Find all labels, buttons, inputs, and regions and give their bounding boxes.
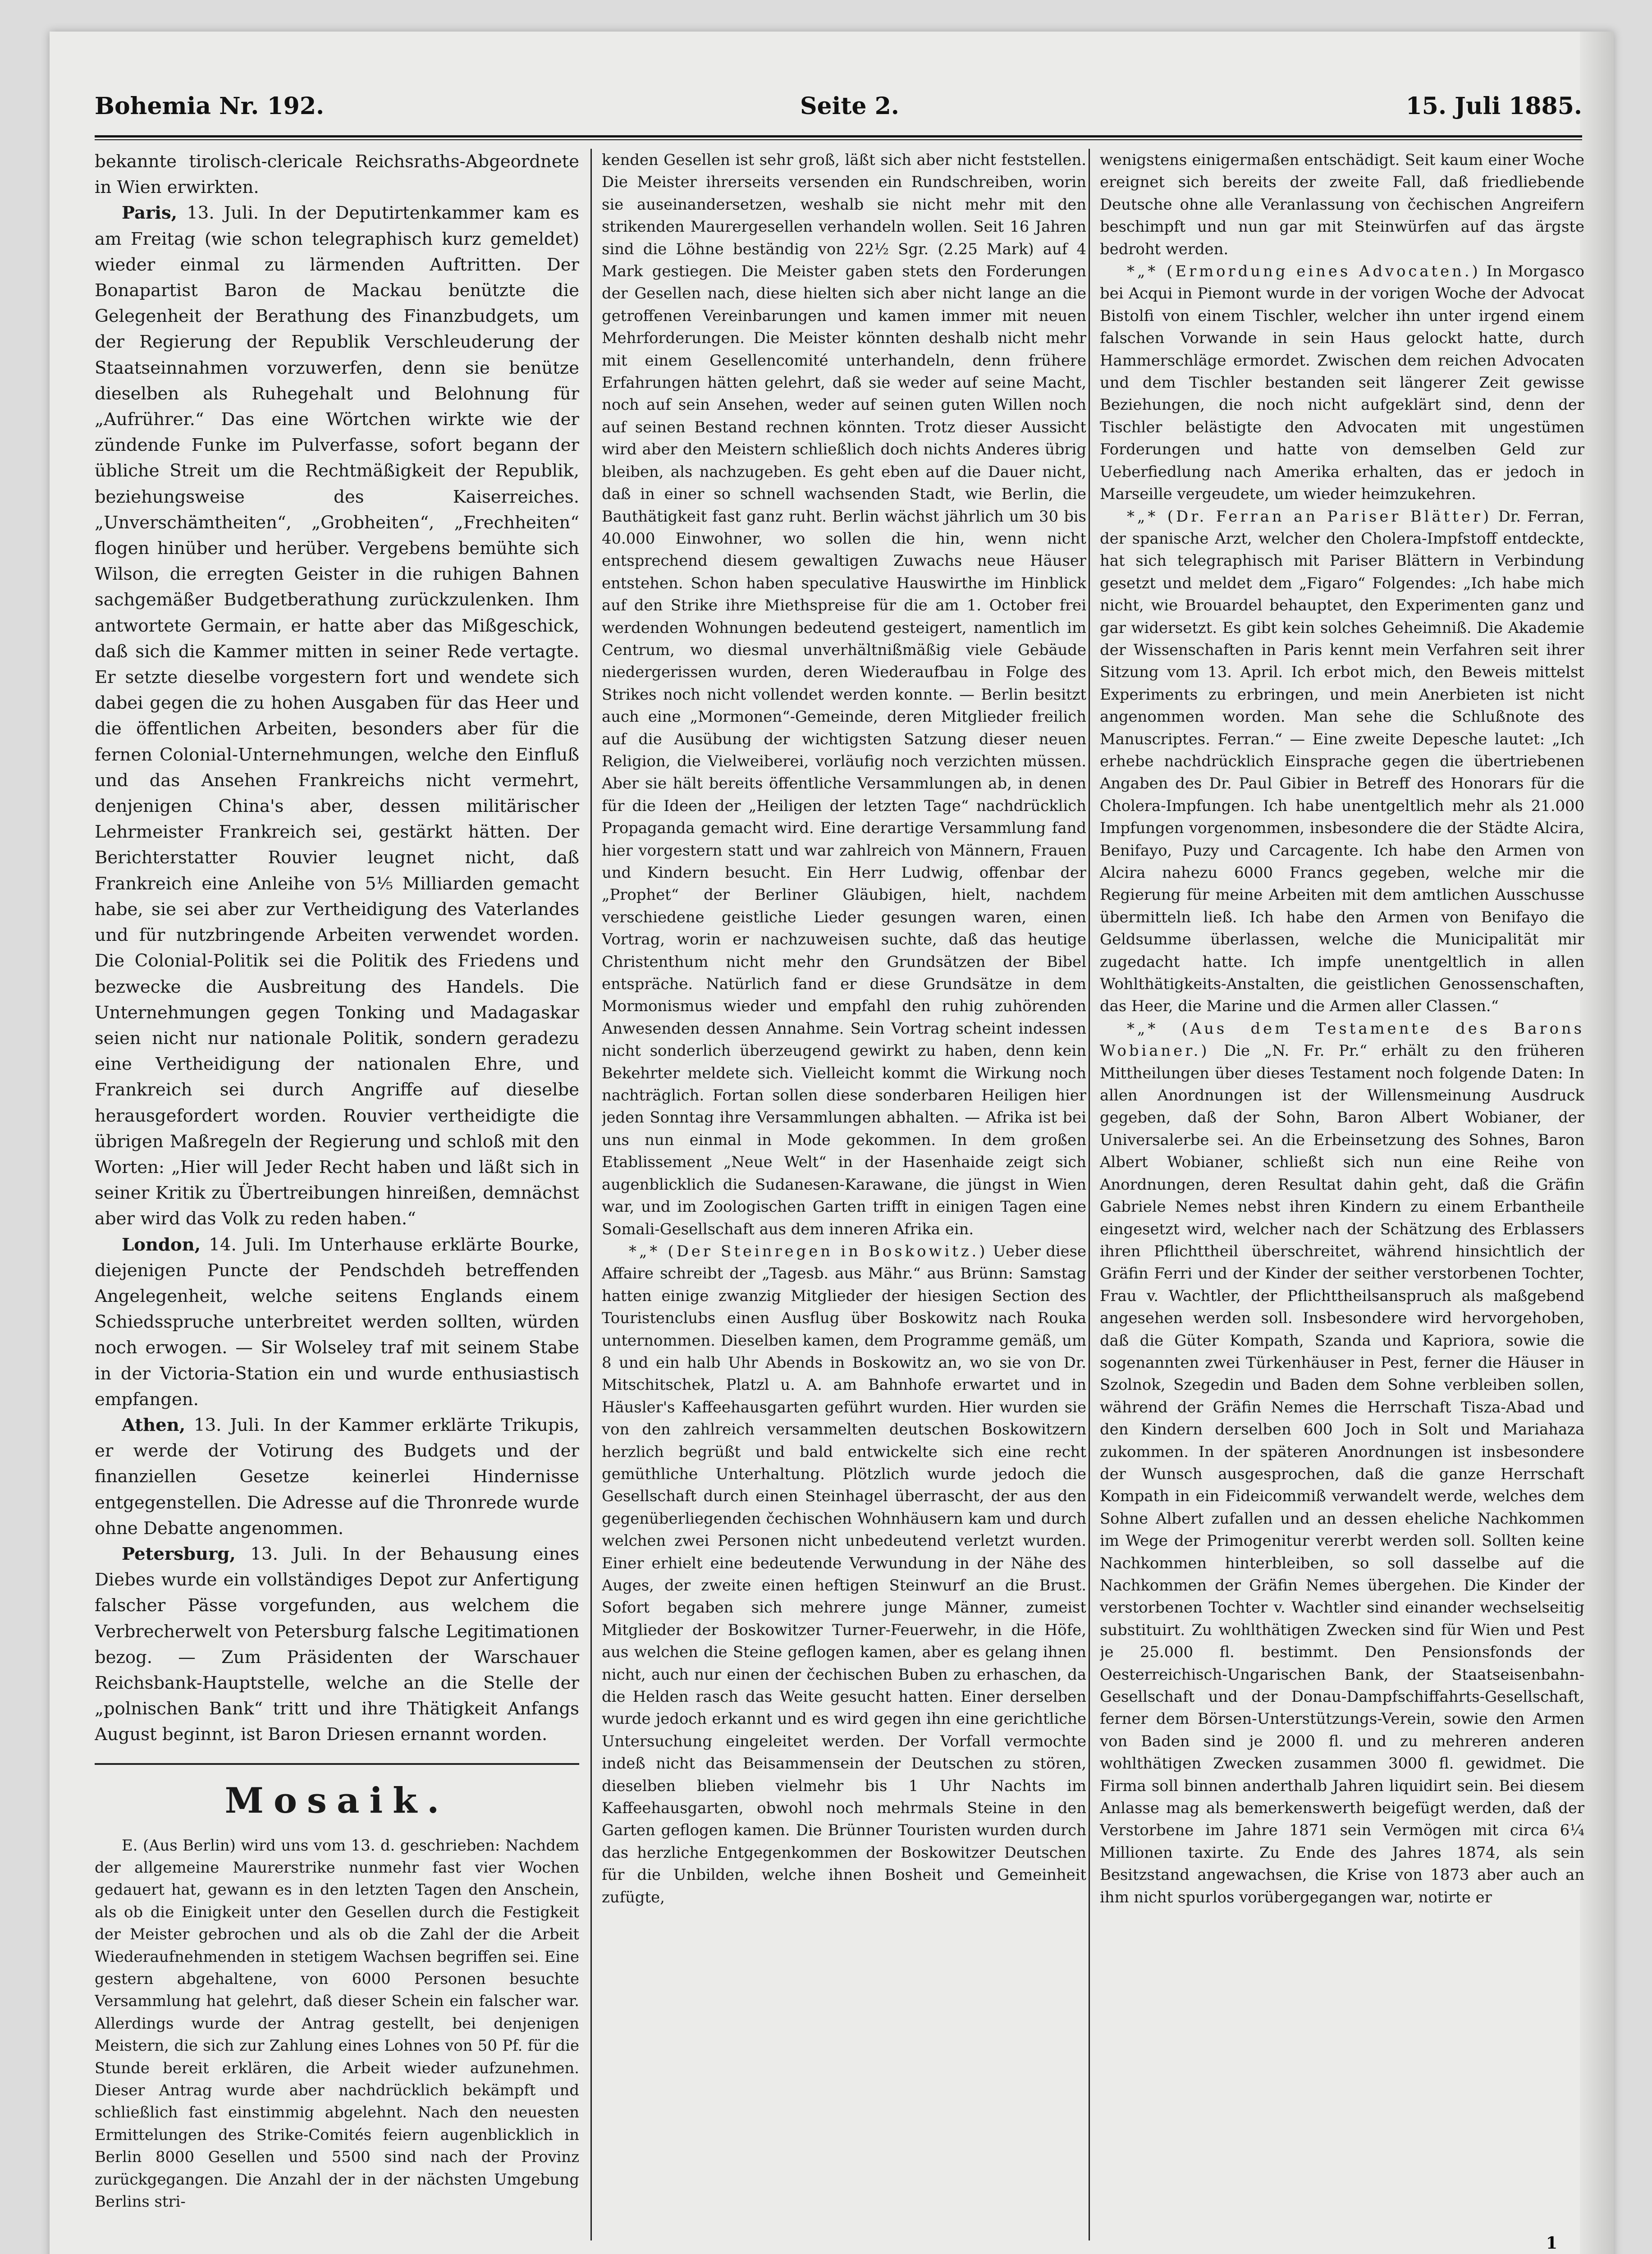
- article-london-text: 14. Juli. Im Unterhause erklärte Bourke, diejenigen Puncte der Pendschdeh betreffenden Angelegenheit, welche seitens Englands einem Schiedsspruche unterbreitet werden sollten, würden noch erwogen. — Sir Wolseley traf mit seinem Stabe in der Victoria-Station ein und wurde enthusiastisch empfangen.: [95, 1234, 579, 1410]
- heading-boskowitz: *„* (Der Steinregen in Boskowitz.): [629, 1242, 988, 1260]
- article-testament: [1100, 1017, 1584, 1908]
- dateline-petersburg: Petersburg,: [122, 1544, 236, 1564]
- column-1: [95, 149, 579, 2240]
- heading-testament: *„* (Aus dem Testamente des Barons Wobianer.): [1100, 1019, 1584, 1060]
- article-athen-text: 13. Juli. In der Kammer erklärte Trikupis, er werde der Votirung des Budgets und der finanziellen Gesetze keinerlei Hindernisse entgegenstellen. Die Adresse auf die Thronrede wurde ohne Debatte angenommen.: [95, 1415, 579, 1539]
- dateline-paris: Paris,: [122, 203, 178, 224]
- section-rule: [95, 1763, 579, 1765]
- header-issue: Bohemia Nr. 192.: [95, 92, 325, 120]
- article-ferran: [1100, 505, 1584, 1017]
- page-header: [95, 70, 1582, 124]
- column-3: [1100, 149, 1584, 2240]
- article-testament-text: Die „N. Fr. Pr.“ erhält zu den früheren Mittheilungen über dieses Testament noch folgende Daten: In allen Anordnungen ist der Willensmeinung Ausdruck gegeben, daß der Sohn, Baron Albert Wobianer, der Universalerbe sei. An die Erbeinsetzung des Sohnes, Baron Albert Wobianer, schließt sich nun eine Reihe von Anordnungen, deren Resultat dahin geht, daß die Gräfin Gabriele Nemes nebst ihren Kindern zu einem Erbantheile eingesetzt wird, welcher nach der Schätzung des Erblassers ihren Pflichttheil überschreitet, während hinsichtlich der Gräfin Ferri und der Kinder der seither verstorbenen Tochter, Frau v. Wachtler, der Pflichttheilsanspruch als maßgebend angesehen werden soll. Insbesondere wird hervorgehoben, daß die Güter Kompath, Szanda und Kapriora, sowie die sogenannten zwei Türkenhäuser in Pest, ferner die Häuser in Szolnok, Szegedin und Baden dem Sohne verbleiben sollen, während der Gräfin Nemes die Herrschaft Tisza-Abad und den Kindern derselben 600 Joch in Solt und Mariahaza zukommen. In der späteren Anordnungen ist insbesondere der Wunsch ausgesprochen, daß die ganze Herrschaft Kompath in ein Fideicommiß verwandelt werde, welches dem Sohne Albert zufallen und an dessen eheliche Nachkommen im Wege der Primogenitur vererbt werden soll. Sollten keine Nachkommen hinterbleiben, so soll dasselbe auf die Nachkommen der Gräfin Nemes übergehen. Die Kinder der verstorbenen Tochter v. Wachtler sind einander wechselseitig substituirt. Zu wohlthätigen Zwecken sind für Wien und Pest je 25.000 fl. bestimmt. Den Pensionsfonds der Oesterreichisch-Ungarischen Bank, der Staatseisenbahn-Gesellschaft und der Donau-Dampfschiffahrts-Gesellschaft, ferner dem Börsen-Unterstützungs-Verein, sowie den Armen von Baden sind je 2000 fl. und zu mehreren anderen wohlthätigen Zwecken zusammen 3000 fl. gewidmet. Die Firma soll binnen anderthalb Jahren liquidirt sein. Bei diesem Anlasse mag als bemerkenswerth beigefügt werden, daß der Verstorbene im Jahre 1871 sein Vermögen mit circa 6¼ Millionen taxirte. Zu Ende des Jahres 1874, als sein Besitzstand angewachsen, die Krise von 1873 aber auch an ihm nicht spurlos vorübergegangen war, notirte er: [1100, 1042, 1584, 1906]
- article-advocat-text: In Morgasco bei Acqui in Piemont wurde in der vorigen Woche der Advocat Bistolfi von einem Tischler, welcher ihn unter irgend einem falschen Vorwande in sein Haus gelockt hatte, durch Hammerschläge ermordet. Zwischen dem reichen Advocaten und dem Tischler bestanden seit längerer Zeit gewisse Beziehungen, die noch nicht aufgeklärt sind, denn der Tischler belästigte den Advocaten mit ungestümen Forderungen und hatte von demselben Geld zur Ueberfiedlung nach Amerika erhalten, das er jedoch in Marseille vergeudete, um wieder heimzukehren.: [1100, 262, 1584, 503]
- article-advocat: [1100, 260, 1584, 505]
- article-berlin: E. (Aus Berlin) wird uns vom 13. d. geschrieben: Nachdem der allgemeine Maurerstrike nunmehr fast vier Wochen gedauert hat, gewann es in den letzten Tagen den Anschein, als ob die Einigkeit unter den Gesellen durch die Festigkeit der Meister gebrochen und als ob die Zahl der die Arbeit Wiederaufnehmenden in stetigem Wachsen begriffen sei. Eine gestern abgehaltene, von 6000 Personen besuchte Versammlung hat gelehrt, daß dieser Schein ein falscher war. Allerdings wurde der Antrag gestellt, bei denjenigen Meistern, die sich zur Zahlung eines Lohnes von 50 Pf. für die Stunde bereit erklären, die Arbeit wieder aufzunehmen. Dieser Antrag wurde aber nachdrücklich bekämpft und schließlich fast einstimmig abgelehnt. Nach den neuesten Ermittelungen des Strike-Comités feiern augenblicklich in Berlin 8000 Gesellen und 5500 sind nach der Provinz zurückgegangen. Die Anzahl der in der nächsten Umgebung Berlins stri-: [95, 1836, 579, 2211]
- article-ferran-text: Dr. Ferran, der spanische Arzt, welcher den Cholera-Impfstoff entdeckte, hat sich telegraphisch mit Pariser Blättern in Verbindung gesetzt und meldet dem „Figaro“ Folgendes: „Ich habe mich nicht, wie Brouardel behauptet, den Experimenten ganz und gar widersetzt. Es gibt kein solches Geheimniß. Die Akademie der Wissenschaften in Paris kennt mein Verfahren seit ihrer Sitzung vom 13. April. Ich erbot mich, den Beweis mittelst Experiments zu erbringen, und mein Anerbieten ist nicht angenommen worden. Man sehe die Schlußnote des Manuscriptes. Ferran.“ — Eine zweite Depesche lautet: „Ich erhebe nachdrücklich Einsprache gegen die übertriebenen Angaben des Dr. Paul Gibier in Betreff des Honorars für die Cholera-Impfungen. Ich habe unentgeltlich mehr als 21.000 Impfungen vorgenommen, insbesondere die der Städte Alcira, Benifayo, Puzy und Carcagente. Ich habe den Armen von Alcira nahezu 6000 Francs gegeben, welche mir die Regierung für meine Arbeiten mit dem amtlichen Ausschusse übermitteln ließ. Ich habe den Armen von Benifayo die Geldsumme überlassen, welche die Municipalität mir zugedacht hatte. Ich impfe unentgeltlich in allen Wohlthätigkeits-Anstalten, die geistlichen Genossenschaften, das Heer, die Marine und die Armen aller Classen.“: [1100, 507, 1584, 1015]
- article-boskowitz-text: Ueber diese Affaire schreibt der „Tagesb. aus Mähr.“ aus Brünn: Samstag hatten einige zwanzig Mitglieder der hiesigen Section des Touristenclubs einen Ausflug über Boskowitz nach Rouka unternommen. Dieselben kamen, dem Programme gemäß, um 8 und ein halb Uhr Abends in Boskowitz an, wo sie von Dr. Mitschitschek, Platzl u. A. am Bahnhofe erwartet und in Häusler's Kaffeehausgarten geführt wurden. Hier wurden sie von den zahlreich versammelten deutschen Boskowitzern herzlich begrüßt und bald entwickelte sich eine recht gemüthliche Unterhaltung. Plötzlich wurde jedoch die Gesellschaft durch einen Steinhagel überrascht, der aus den gegenüberliegenden čechischen Wohnhäusern kam und durch welchen zwei Personen nicht unbedeutend verletzt wurden. Einer erhielt eine bedeutende Verwundung in der Nähe des Auges, der zweite einen heftigen Steinwurf an die Brust. Sofort begaben sich mehrere junge Männer, zumeist Mitglieder der Boskowitzer Turner-Feuerwehr, in die Höfe, aus welchen die Steine geflogen kamen, aber es gelang ihnen nicht, auch nur einen der čechischen Buben zu erhaschen, da die Helden rasch das Weite gesucht hatten. Einer derselben wurde jedoch erkannt und es wird gegen ihn eine gerichtliche Untersuchung eingeleitet werden. Der Vorfall vermochte indeß nicht das Beisammensein der Deutschen zu stören, dieselben blieben vielmehr bis 1 Uhr Nachts im Kaffeehausgarten, obwohl noch mehrmals Steine in den Garten geflogen kamen. Die Brünner Touristen wurden durch das herzliche Entgegenkommen der Boskowitzer Deutschen für die Unbilden, welche ihnen Bosheit und Gemeinheit zufügte,: [602, 1242, 1086, 1906]
- article-boskowitz: [602, 1240, 1086, 1908]
- article-petersburg-text: 13. Juli. In der Behausung eines Diebes wurde ein vollständiges Depot zur Anfertigung falscher Pässe vorgefunden, aus welchem die Verbrecherwelt von Petersburg falsche Legitimationen bezog. — Zum Präsidenten der Warschauer Reichsbank-Hauptstelle, welche an die Stelle der „polnischen Bank“ tritt und ihre Thätigkeit Anfangs August beginnt, ist Baron Driesen ernannt worden.: [95, 1544, 579, 1745]
- article-athen: [95, 1412, 579, 1541]
- page-edge-shadow: [1580, 32, 1614, 2254]
- header-date: 15. Juli 1885.: [1405, 92, 1582, 120]
- column-divider-1: [590, 149, 592, 2240]
- dateline-athen: Athen,: [122, 1415, 186, 1435]
- article-paris-text: 13. Juli. In der Deputirtenkammer kam es am Freitag (wie schon telegraphisch kurz gemeldet) wieder einmal zu lärmenden Auftritten. Der Bonapartist Baron de Mackau benützte die Gelegenheit der Berathung des Finanzbudgets, um der Regierung der Republik Verschleuderung der Staatseinnahmen vorzuwerfen, denn sie benütze dieselben als Ruhegehalt und Belohnung für „Aufrührer.“ Das eine Wörtchen wirkte wie der zündende Funke im Pulverfasse, sofort begann der übliche Streit um die Rechtmäßigkeit der Republik, beziehungsweise des Kaiserreiches. „Unverschämtheiten“, „Grobheiten“, „Frechheiten“ flogen hinüber und herüber. Vergebens bemühte sich Wilson, die erregten Geister in die ruhigen Bahnen sachgemäßer Budgetberathung zurückzulenken. Ihm antwortete Germain, er hatte aber das Mißgeschick, daß sich die Kammer mitten in seiner Rede vertagte. Er setzte dieselbe vorgestern fort und wendete sich dabei gegen die zu hohen Ausgaben für das Heer und die öffentlichen Arbeiten, besonders aber für die fernen Colonial-Unternehmungen, welche den Einfluß und das Ansehen Frankreichs nicht vermehrt, denjenigen China's aber, dessen militärischer Lehrmeister Frankreich sei, gestärkt hätten. Der Berichterstatter Rouvier leugnet nicht, daß Frankreich eine Anleihe von 5⅕ Milliarden gemacht habe, sie sei aber zur Vertheidigung des Vaterlandes und für nutzbringende Arbeiten verwendet worden. Die Colonial-Politik sei die Politik des Friedens und bezwecke die Ausbreitung des Handels. Die Unternehmungen gegen Tonking und Madagaskar seien nicht nur nationale Politik, sondern geradezu eine Vertheidigung der nationalen Ehre, und Frankreich sei durch Angriffe auf dieselbe herausgefordert worden. Rouvier vertheidigte die übrigen Maßregeln der Regierung und schloß mit den Worten: „Hier will Jeder Recht haben und läßt sich in seiner Kritik zu Übertreibungen hinreißen, demnächst aber wird das Volk zu reden haben.“: [95, 203, 579, 1229]
- dateline-london: London,: [122, 1234, 201, 1255]
- article-paris: [95, 200, 579, 1232]
- section-title-mosaik: Mosaik.: [224, 1780, 449, 1821]
- header-page-number: Seite 2.: [800, 92, 899, 120]
- article-berlin-continued: kenden Gesellen ist sehr groß, läßt sich aber nicht feststellen. Die Meister ihrerseits versenden ein Rundschreiben, worin sie auseinandersetzen, weshalb sie nicht mehr mit den strikenden Maurergesellen verhandeln wollen. Seit 16 Jahren sind die Löhne beständig von 22½ Sgr. (2.25 Mark) auf 4 Mark gestiegen. Die Meister gaben stets den Forderungen der Gesellen nach, diese hielten sich aber nicht lange an die getroffenen Vereinbarungen und kamen immer mit neuen Mehrforderungen. Die Meister könnten deshalb nicht mehr mit einem Gesellencomité unterhandeln, denn frühere Erfahrungen hätten gelehrt, daß sie weder auf seine Macht, noch auf sein Ansehen, weder auf seinen guten Willen noch auf seinen Bestand rechnen könnten. Trotz dieser Aussicht wird aber den Meistern schließlich doch nichts Anderes übrig bleiben, als nachzugeben. Es geht eben auf die Dauer nicht, daß in einer so schnell wachsenden Stadt, wie Berlin, die Bauthätigkeit fast ganz ruht. Berlin wächst jährlich um 30 bis 40.000 Einwohner, wo sollen die hin, wenn nicht entsprechend diesem gewaltigen Zuwachs neue Häuser entstehen. Schon haben speculative Hauswirthe im Hinblick auf den Strike ihre Miethspreise für die am 1. October frei werdenden Wohnungen bedeutend gesteigert, namentlich im Centrum, wo diesmal unverhältnißmäßig viele Gebäude niedergerissen wurden, deren Wiederaufbau in Folge des Strikes noch nicht vollendet werden konnte. — Berlin besitzt auch eine „Mormonen“-Gemeinde, deren Mitglieder freilich auf die Ausübung der wichtigsten Satzung dieser neuen Religion, die Vielweiberei, vorläufig noch verzichten müssen. Aber sie hält bereits öffentliche Versammlungen ab, in denen für die Ideen der „Heiligen der letzten Tage“ nachdrücklich Propaganda gemacht wird. Eine derartige Versammlung fand hier vorgestern statt und war zahlreich von Männern, Frauen und Kindern besucht. Ein Herr Ludwig, offenbar der „Prophet“ der Berliner Gläubigen, hielt, nachdem verschiedene geistliche Lieder gesungen waren, einen Vortrag, worin er nachzuweisen suchte, daß das heutige Christenthum nicht mehr den Grundsätzen der Bibel entspräche. Natürlich fand er diese Grundsätze in dem Mormonismus wieder und empfahl den ruhig zuhörenden Anwesenden dessen Annahme. Sein Vortrag scheint indessen nicht sonderlich überzeugend gewirkt zu haben, denn kein Bekehrter meldete sich. Vielleicht kommt die Wirkung noch nachträglich. Fortan sollen diese sonderbaren Heiligen hier jeden Sonntag ihre Versammlungen abhalten. — Afrika ist bei uns nun einmal in Mode gekommen. In dem großen Etablissement „Neue Welt“ in der Hasenhaide zeigt sich augenblicklich die Sudanesen-Karawane, die jüngst in Wien war, und im Zoologischen Garten trifft in einigen Tagen eine Somali-Gesellschaft aus dem inneren Afrika ein.: [602, 151, 1086, 1238]
- article-london: [95, 1232, 579, 1412]
- heading-advocat: *„* (Ermordung eines Advocaten.): [1127, 262, 1481, 280]
- column-2: [602, 149, 1086, 2240]
- column-divider-2: [1089, 149, 1090, 2240]
- heading-ferran: *„* (Dr. Ferran an Pariser Blätter): [1127, 507, 1492, 525]
- article-continuation: bekannte tirolisch-clericale Reichsraths-Abgeordnete in Wien erwirkten.: [95, 151, 579, 198]
- article-petersburg: [95, 1541, 579, 1748]
- header-rule: [95, 135, 1582, 140]
- article-boskowitz-continued: wenigstens einigermaßen entschädigt. Seit kaum einer Woche ereignet sich bereits der zweite Fall, daß friedliebende Deutsche ohne alle Veranlassung von čechischen Angreifern beschimpft und nun gar mit Steinwürfen auf das ärgste bedroht werden.: [1100, 151, 1584, 258]
- catchword-mark: 1: [1546, 2234, 1558, 2253]
